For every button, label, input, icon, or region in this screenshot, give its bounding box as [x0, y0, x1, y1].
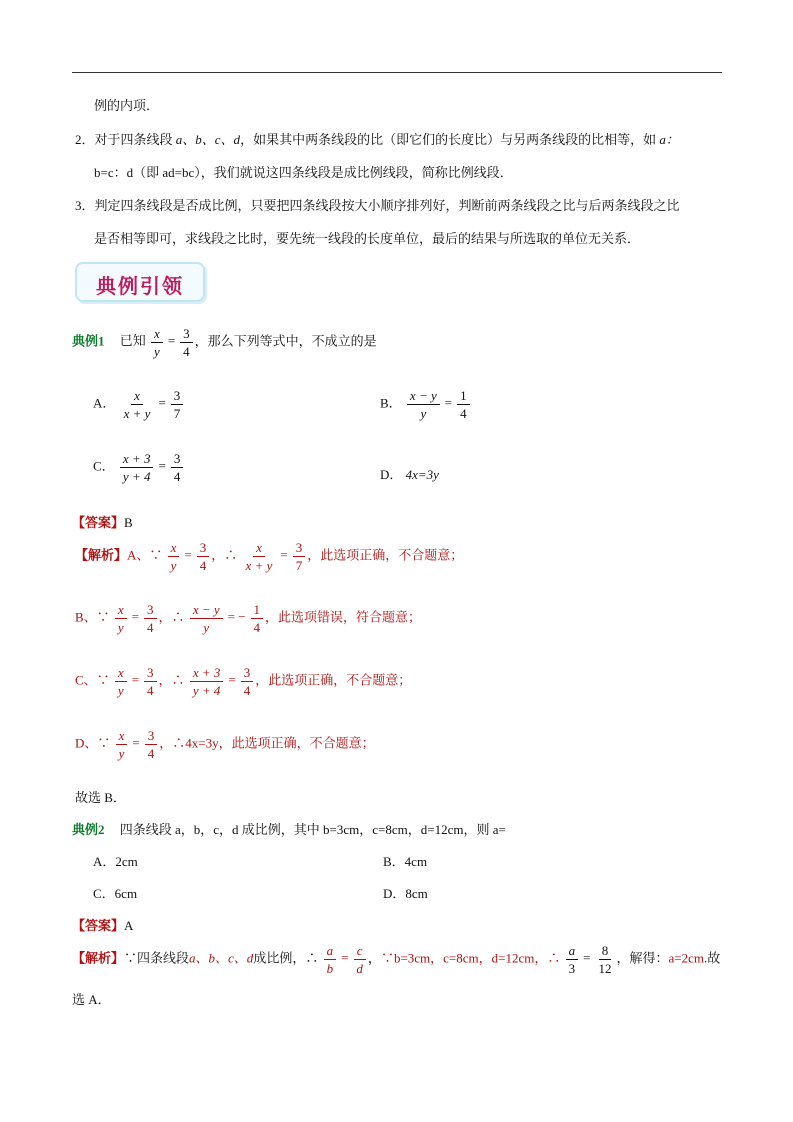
item2-text-c: a：	[659, 132, 679, 147]
ex2-analysis-c: ∵b=3cm，c=8cm，d=12cm，∴	[380, 950, 561, 966]
ex1-analysis-a: 【解析】A、∵ $\frac{x}{y}$ = $\frac{3}{4}$ ，∴ $\frac{x}{x + y}$ = $\frac{3}{7}$ ，此选项正确，不合题意；	[75, 540, 464, 573]
ex1-option-b[interactable]: B． $\frac{x - y}{y}$ = $\frac{1}{4}$	[380, 389, 472, 420]
line-d-prefix: D、∵	[75, 735, 111, 751]
option-b-label: B．	[380, 395, 402, 411]
line-a-prefix: A、∵	[127, 547, 163, 563]
line-b-prefix: B、∵	[75, 609, 110, 625]
ex1-label: 典例1	[72, 333, 105, 349]
intro-line1: 例的内项．	[94, 98, 160, 113]
ex1-analysis-b: B、∵ $\frac{x}{y}$ = $\frac{3}{4}$ ，∴ $\frac{x - y}{y}$ = − $\frac{1}{4}$ ，此选项错误，符合题意；	[75, 602, 422, 635]
item3-text: 判定四条线段是否成比例，只要把四条线段按大小顺序排列好，判断前两条线段之比与后两条线段之比	[94, 198, 680, 213]
ex2-analysis-a: ∵四条线段	[124, 950, 190, 966]
ex2-answer	[72, 915, 133, 934]
ex2-answer-tag: 【答案】	[72, 918, 125, 933]
ex2-analysis: 【解析】∵四条线段a、b、c、d成比例，∴ $\frac{a}{b}$ = $\frac{c}{d}$ ，∵b=3cm，c=8cm，d=12cm，∴ $\frac{a}{3}$ = $\frac{8}{12}$ ，解得：a=2cm.故	[72, 943, 721, 976]
ex1-answer	[72, 512, 133, 531]
ex1-analysis-c: C、∵ $\frac{x}{y}$ = $\frac{3}{4}$ ，∴ $\frac{x + 3}{y + 4}$ = $\frac{3}{4}$ ，此选项正确，不合题意；	[75, 665, 412, 698]
ex1-answer-value: B	[124, 515, 133, 530]
ex2-analysis-vars: a、b、c、d	[189, 950, 254, 966]
ex2-analysis-line2: 选 A．	[72, 992, 111, 1007]
intro-item2-line1	[75, 129, 679, 148]
ex1-option-a[interactable]: A． $\frac{x}{x + y}$ = $\frac{3}{7}$	[93, 389, 185, 420]
item2-text-b: ，如果其中两条线段的比（即它们的长度比）与另两条线段的比相等，如	[240, 132, 657, 147]
option-a-label: A．	[93, 395, 116, 411]
ex1-conclusion: 故选 B．	[75, 790, 126, 805]
ex2-analysis-d: ，解得：	[616, 950, 669, 966]
ex2-option-c[interactable]: C．6cm	[93, 886, 138, 901]
line-c-prefix: C、∵	[75, 672, 110, 688]
item3-number: 3．	[75, 198, 95, 213]
header-rule	[72, 72, 722, 73]
item2-number: 2．	[75, 132, 95, 147]
ex2-stem	[72, 819, 506, 838]
line-d-suffix: ，此选项正确，不合题意；	[218, 735, 375, 751]
ex2-option-b[interactable]: B．4cm	[383, 854, 428, 869]
intro-item3-line2: 是否相等即可，求线段之比时，要先统一线段的长度单位，最后的结果与所选取的单位无关系．	[94, 231, 641, 246]
ex1-stem: 典例1 已知 $\frac{x}{y}$ = $\frac{3}{4}$ ，那么下列等式中，不成立的是	[72, 326, 377, 359]
ex2-label: 典例2	[72, 822, 105, 837]
section-banner-title: 典例引领	[96, 274, 184, 298]
ex2-stem-text: 四条线段 a，b，c，d 成比例，其中 b=3cm，c=8cm，d=12cm，则 a=	[119, 822, 506, 837]
ex1-analysis-tag: 【解析】	[75, 547, 128, 563]
ex1-stem-b: ，那么下列等式中，不成立的是	[194, 333, 377, 349]
ex2-answer-value: A	[124, 918, 134, 933]
item2-vars: a、b、c、d	[175, 132, 241, 147]
ex2-option-a[interactable]: A．2cm	[93, 854, 138, 869]
ex1-answer-tag: 【答案】	[72, 515, 125, 530]
line-d-mid: ，∴4x=3y	[159, 735, 219, 751]
ex1-option-c[interactable]: C． $\frac{x + 3}{y + 4}$ = $\frac{3}{4}$	[93, 452, 185, 483]
item2-text-a: 对于四条线段	[94, 132, 173, 147]
ex2-analysis-b: 成比例，∴	[253, 950, 319, 966]
ex1-analysis-d: D、∵ $\frac{x}{y}$ = $\frac{3}{4}$ ，∴4x=3y，此选项正确，不合题意；	[75, 728, 375, 761]
section-banner	[75, 262, 205, 302]
ex2-analysis-e: a=2cm	[668, 950, 704, 966]
ex2-option-d[interactable]: D．8cm	[383, 886, 428, 901]
ex2-analysis-tag: 【解析】	[72, 950, 125, 966]
ex1-given-fraction: $\frac{x}{y}$	[151, 327, 163, 358]
line-b-suffix: ，此选项错误，符合题意；	[265, 609, 422, 625]
option-d-text: 4x=3y	[405, 467, 439, 482]
ex2-analysis-f: .故	[703, 950, 721, 966]
option-c-label: C．	[93, 458, 115, 474]
intro-item3-line1	[75, 195, 680, 214]
ex1-option-d[interactable]	[380, 464, 439, 483]
option-d-label: D．	[380, 467, 403, 482]
intro-item2-line2: b=c：d（即 ad=bc），我们就说这四条线段是成比例线段，简称比例线段．	[94, 165, 513, 180]
line-c-suffix: ，此选项正确，不合题意；	[255, 672, 412, 688]
line-a-suffix: ，此选项正确，不合题意；	[307, 547, 464, 563]
ex1-stem-a: 已知	[119, 333, 146, 349]
